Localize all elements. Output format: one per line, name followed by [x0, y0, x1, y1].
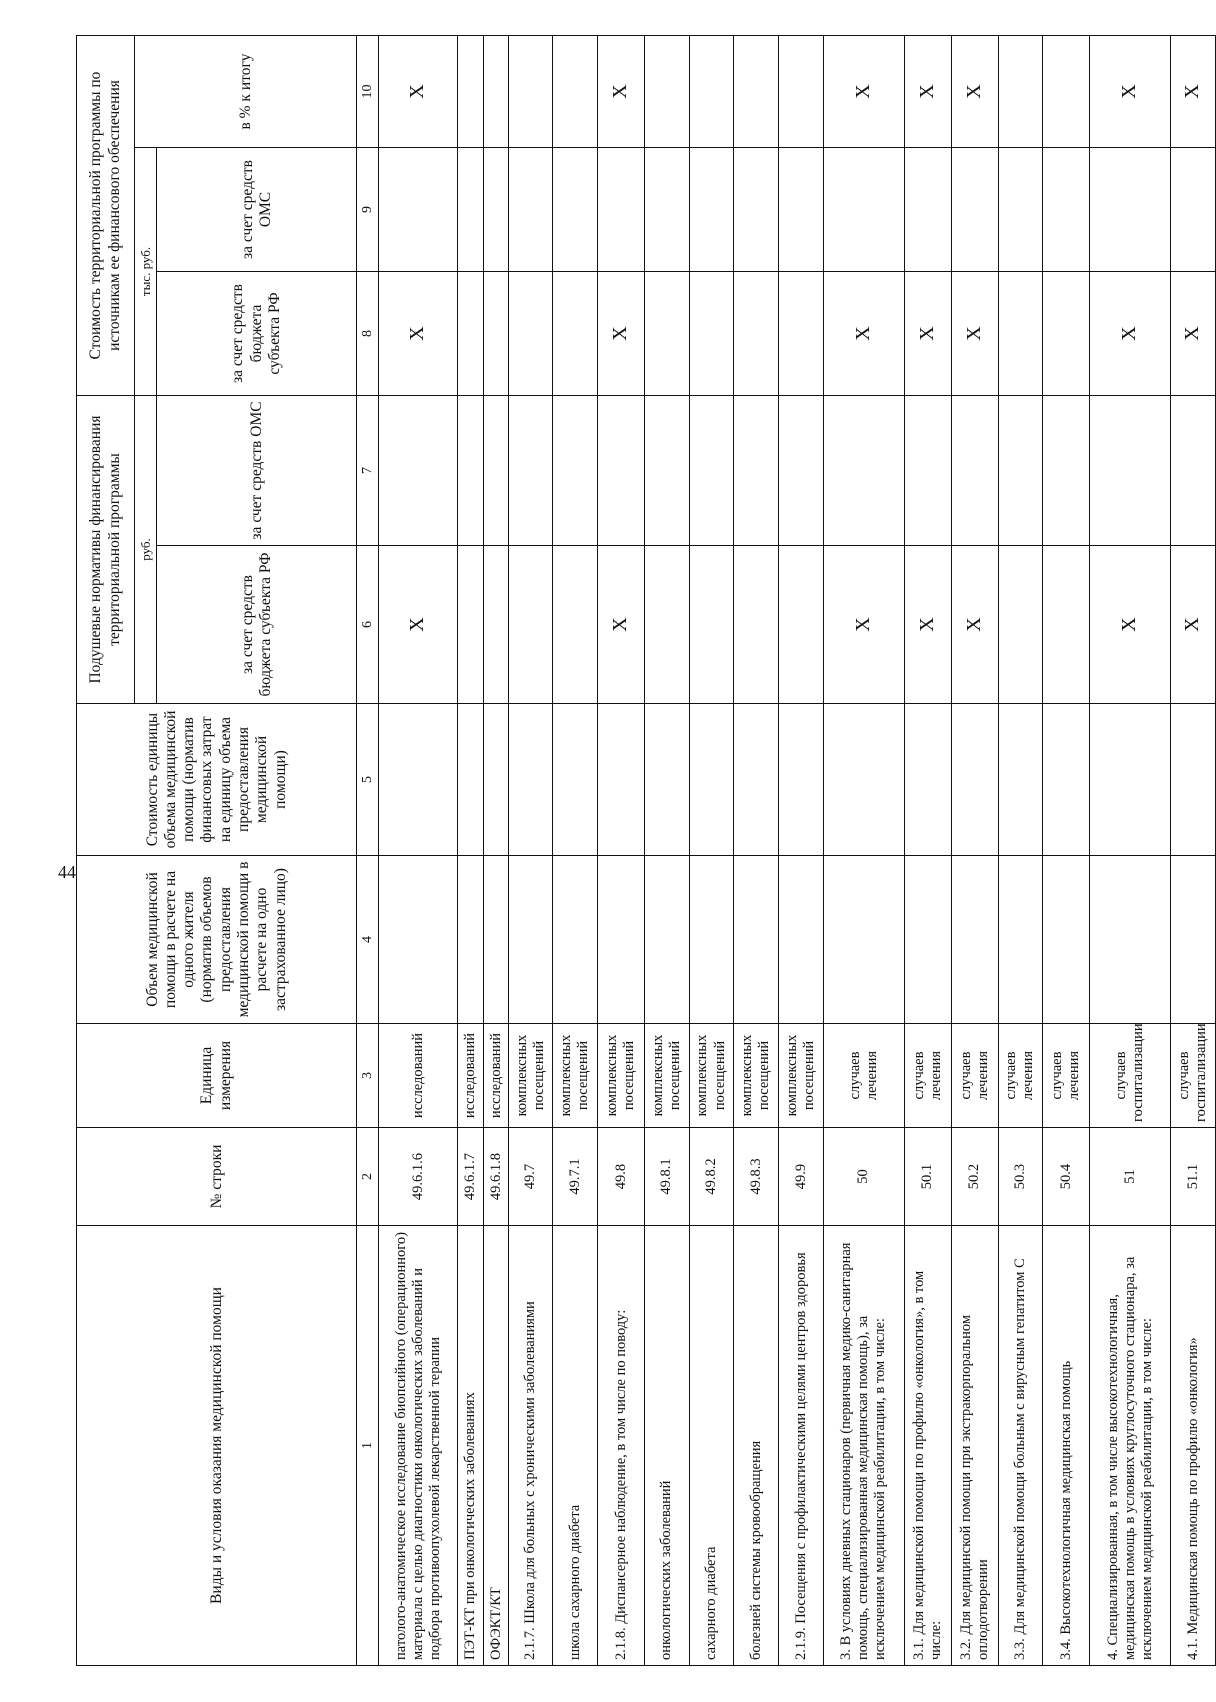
row-unit: случаев лечения: [951, 1024, 998, 1128]
row-col9: [904, 148, 951, 272]
row-col9: [951, 148, 998, 272]
row-col10: X: [1090, 35, 1171, 147]
column-number: 3: [357, 1024, 379, 1128]
row-name: 3. В условиях дневных стационаров (первичная медико-санитарная помощь, специализированная медицинская помощь), за исключением медицинской реабилитации, в том числе:: [823, 1226, 904, 1666]
column-number: 9: [357, 148, 379, 272]
row-unit: комплексных посещений: [598, 1024, 645, 1128]
header-col7: за счет средств ОМС: [157, 396, 357, 546]
row-col9: [1090, 148, 1171, 272]
row-line-number: 50.1: [904, 1128, 951, 1226]
row-col5: [779, 704, 824, 856]
header-col3: Единица измерения: [77, 1024, 357, 1128]
row-col7: [458, 396, 484, 546]
table-row: [689, 35, 734, 1665]
table-row: [553, 35, 598, 1665]
row-unit: исследований: [379, 1024, 458, 1128]
column-number: 10: [357, 35, 379, 147]
row-col10: X: [823, 35, 904, 147]
row-col10: X: [1171, 35, 1216, 147]
row-col5: [644, 704, 689, 856]
row-unit: комплексных посещений: [689, 1024, 734, 1128]
row-col5: [689, 704, 734, 856]
row-col6: X: [379, 546, 458, 704]
table-header: [77, 35, 379, 1665]
row-col8: [779, 272, 824, 396]
row-col9: [823, 148, 904, 272]
row-name: 4. Специализированная, в том числе высокотехнологичная, медицинская помощь в условиях круглосуточного стационара, за исключением медицинской реабилитации, в том числе:: [1090, 1226, 1171, 1666]
row-col6: X: [823, 546, 904, 704]
header-col8: за счет средств бюджета субъекта РФ: [157, 272, 357, 396]
table-row: [998, 35, 1043, 1665]
row-col5: [951, 704, 998, 856]
header-unit-trub: тыс. руб.: [135, 148, 157, 396]
row-line-number: 49.8.1: [644, 1128, 689, 1226]
row-col10: [779, 35, 824, 147]
row-col9: [998, 148, 1043, 272]
row-col7: [644, 396, 689, 546]
row-line-number: 49.8.2: [689, 1128, 734, 1226]
row-name: патолого-анатомическое исследование биопсийного (операционного) материала с целью диагностики онкологических заболеваний и подбора противоопухолевой лекарственной терапии: [379, 1226, 458, 1666]
row-col6: X: [1171, 546, 1216, 704]
header-group-cost: Стоимость территориальной программы по источникам ее финансового обеспечения: [77, 35, 135, 395]
row-unit: комплексных посещений: [553, 1024, 598, 1128]
row-col7: [779, 396, 824, 546]
row-col8: [734, 272, 779, 396]
row-line-number: 51: [1090, 1128, 1171, 1226]
row-col5: [458, 704, 484, 856]
row-col8: X: [1171, 272, 1216, 396]
row-col5: [483, 704, 509, 856]
row-name: школа сахарного диабета: [553, 1226, 598, 1666]
row-col7: [483, 396, 509, 546]
column-number: 8: [357, 272, 379, 396]
row-col4: [951, 856, 998, 1024]
row-unit: комплексных посещений: [509, 1024, 553, 1128]
row-col5: [823, 704, 904, 856]
row-col9: [1043, 148, 1090, 272]
row-col4: [998, 856, 1043, 1024]
row-unit: исследований: [483, 1024, 509, 1128]
row-col4: [779, 856, 824, 1024]
column-number: 5: [357, 704, 379, 856]
table-row: [1043, 35, 1090, 1665]
row-col6: [734, 546, 779, 704]
row-col10: [483, 35, 509, 147]
row-col6: [553, 546, 598, 704]
row-col10: X: [379, 35, 458, 147]
row-col5: [553, 704, 598, 856]
row-col4: [553, 856, 598, 1024]
row-col9: [1171, 148, 1216, 272]
row-col4: [598, 856, 645, 1024]
row-col5: [598, 704, 645, 856]
row-line-number: 49.8.3: [734, 1128, 779, 1226]
row-col10: X: [598, 35, 645, 147]
table-row: [823, 35, 904, 1665]
row-unit: комплексных посещений: [779, 1024, 824, 1128]
row-line-number: 50.3: [998, 1128, 1043, 1226]
row-col8: X: [379, 272, 458, 396]
row-name: 3.4. Высокотехнологичная медицинская помощь: [1043, 1226, 1090, 1666]
column-number: 4: [357, 856, 379, 1024]
table-row: [904, 35, 951, 1665]
row-col6: [779, 546, 824, 704]
rotated-table-container: [76, 36, 1216, 1666]
row-line-number: 50: [823, 1128, 904, 1226]
row-col6: X: [598, 546, 645, 704]
row-col7: [509, 396, 553, 546]
row-col6: [644, 546, 689, 704]
row-col8: X: [823, 272, 904, 396]
row-col8: [644, 272, 689, 396]
row-col9: [644, 148, 689, 272]
row-name: 3.1. Для медицинской помощи по профилю «онкология», в том числе:: [904, 1226, 951, 1666]
row-col9: [379, 148, 458, 272]
row-col8: X: [951, 272, 998, 396]
row-col10: [553, 35, 598, 147]
row-name: 3.2. Для медицинской помощи при экстракорпоральном оплодотворении: [951, 1226, 998, 1666]
row-name: 4.1. Медицинская помощь по профилю «онкология»: [1171, 1226, 1216, 1666]
row-col9: [553, 148, 598, 272]
row-col7: [1043, 396, 1090, 546]
row-col7: [951, 396, 998, 546]
header-group-norm: Подушевые нормативы финансирования территориальной программы: [77, 396, 135, 704]
row-col4: [904, 856, 951, 1024]
table-row: [458, 35, 484, 1665]
row-col7: [553, 396, 598, 546]
row-col4: [509, 856, 553, 1024]
column-number: 7: [357, 396, 379, 546]
row-col9: [779, 148, 824, 272]
table-row: [509, 35, 553, 1665]
row-col6: X: [951, 546, 998, 704]
column-number: 2: [357, 1128, 379, 1226]
row-name: 2.1.7. Школа для больных с хроническими заболеваниями: [509, 1226, 553, 1666]
row-col7: [598, 396, 645, 546]
row-name: 3.3. Для медицинской помощи больным с вирусным гепатитом С: [998, 1226, 1043, 1666]
row-col9: [509, 148, 553, 272]
row-col6: [458, 546, 484, 704]
row-col5: [379, 704, 458, 856]
row-col8: X: [904, 272, 951, 396]
row-unit: случаев лечения: [1043, 1024, 1090, 1128]
row-col6: X: [904, 546, 951, 704]
table-body: [379, 35, 1216, 1665]
table-row: [779, 35, 824, 1665]
row-col9: [598, 148, 645, 272]
row-col8: X: [1090, 272, 1171, 396]
row-unit: случаев госпитализации: [1090, 1024, 1171, 1128]
row-name: 2.1.9. Посещения с профилактическими целями центров здоровья: [779, 1226, 824, 1666]
row-line-number: 49.6.1.6: [379, 1128, 458, 1226]
row-col5: [998, 704, 1043, 856]
row-col8: [553, 272, 598, 396]
header-col5: Стоимость единицы объема медицинской помощи (норматив финансовых затрат на единицу объема предоставления медицинской помощи): [77, 704, 357, 856]
row-name: 2.1.8. Диспансерное наблюдение, в том числе по поводу:: [598, 1226, 645, 1666]
page-number: 44: [58, 862, 76, 882]
row-col5: [1090, 704, 1171, 856]
financing-table: [76, 35, 1216, 1666]
row-col4: [689, 856, 734, 1024]
row-unit: комплексных посещений: [734, 1024, 779, 1128]
row-col6: [689, 546, 734, 704]
row-col5: [509, 704, 553, 856]
header-unit-rub: руб.: [135, 396, 157, 704]
row-col8: [509, 272, 553, 396]
row-col4: [379, 856, 458, 1024]
column-number: 6: [357, 546, 379, 704]
row-name: болезней системы кровообращения: [734, 1226, 779, 1666]
column-number-row: [357, 35, 379, 1665]
row-col4: [483, 856, 509, 1024]
row-col9: [458, 148, 484, 272]
row-col7: [1090, 396, 1171, 546]
header-col9: за счет средств ОМС: [157, 148, 357, 272]
row-col9: [734, 148, 779, 272]
row-line-number: 50.2: [951, 1128, 998, 1226]
row-col9: [483, 148, 509, 272]
row-line-number: 49.6.1.7: [458, 1128, 484, 1226]
table-row: [598, 35, 645, 1665]
row-unit: случаев лечения: [823, 1024, 904, 1128]
row-col6: [998, 546, 1043, 704]
row-col7: [823, 396, 904, 546]
header-col10: в % к итогу: [135, 35, 357, 147]
row-col6: [483, 546, 509, 704]
row-col10: [734, 35, 779, 147]
row-col10: [689, 35, 734, 147]
row-col10: X: [904, 35, 951, 147]
column-number: 1: [357, 1226, 379, 1666]
row-unit: комплексных посещений: [644, 1024, 689, 1128]
row-col10: [1043, 35, 1090, 147]
row-col8: [689, 272, 734, 396]
table-row: [951, 35, 998, 1665]
header-col6: за счет средств бюджета субъекта РФ: [157, 546, 357, 704]
row-col4: [734, 856, 779, 1024]
row-col10: [509, 35, 553, 147]
row-col8: [483, 272, 509, 396]
row-col8: [458, 272, 484, 396]
row-name: ПЭТ-КТ при онкологических заболеваниях: [458, 1226, 484, 1666]
row-col4: [823, 856, 904, 1024]
row-line-number: 50.4: [1043, 1128, 1090, 1226]
row-col6: X: [1090, 546, 1171, 704]
table-row: [644, 35, 689, 1665]
row-unit: случаев госпитализации: [1171, 1024, 1216, 1128]
row-col7: [379, 396, 458, 546]
row-name: онкологических заболеваний: [644, 1226, 689, 1666]
row-col5: [1171, 704, 1216, 856]
row-col7: [998, 396, 1043, 546]
row-line-number: 49.8: [598, 1128, 645, 1226]
row-unit: случаев лечения: [904, 1024, 951, 1128]
table-row: [1090, 35, 1171, 1665]
row-line-number: 49.7.1: [553, 1128, 598, 1226]
row-col8: X: [598, 272, 645, 396]
row-col6: [509, 546, 553, 704]
row-line-number: 49.6.1.8: [483, 1128, 509, 1226]
header-col1: Виды и условия оказания медицинской помощи: [77, 1226, 357, 1666]
row-col4: [644, 856, 689, 1024]
header-col4: Объем медицинской помощи в расчете на одного жителя (норматив объемов предоставления медицинской помощи в расчете на одно застрахованное лицо): [77, 856, 357, 1024]
row-col5: [734, 704, 779, 856]
row-col7: [1171, 396, 1216, 546]
row-col4: [1171, 856, 1216, 1024]
row-name: сахарного диабета: [689, 1226, 734, 1666]
row-col8: [1043, 272, 1090, 396]
row-col5: [1043, 704, 1090, 856]
row-line-number: 49.9: [779, 1128, 824, 1226]
table-row: [734, 35, 779, 1665]
row-col5: [904, 704, 951, 856]
row-col9: [689, 148, 734, 272]
row-col7: [734, 396, 779, 546]
row-unit: исследований: [458, 1024, 484, 1128]
row-col10: [998, 35, 1043, 147]
row-line-number: 49.7: [509, 1128, 553, 1226]
row-name: ОФЭКТ/КТ: [483, 1226, 509, 1666]
row-col4: [1043, 856, 1090, 1024]
row-line-number: 51.1: [1171, 1128, 1216, 1226]
row-col4: [458, 856, 484, 1024]
row-col7: [689, 396, 734, 546]
table-row: [1171, 35, 1216, 1665]
header-col2: № строки: [77, 1128, 357, 1226]
row-unit: случаев лечения: [998, 1024, 1043, 1128]
row-col10: [644, 35, 689, 147]
row-col10: [458, 35, 484, 147]
row-col10: X: [951, 35, 998, 147]
table-row: [483, 35, 509, 1665]
table-row: [379, 35, 458, 1665]
row-col4: [1090, 856, 1171, 1024]
row-col8: [998, 272, 1043, 396]
row-col7: [904, 396, 951, 546]
row-col6: [1043, 546, 1090, 704]
